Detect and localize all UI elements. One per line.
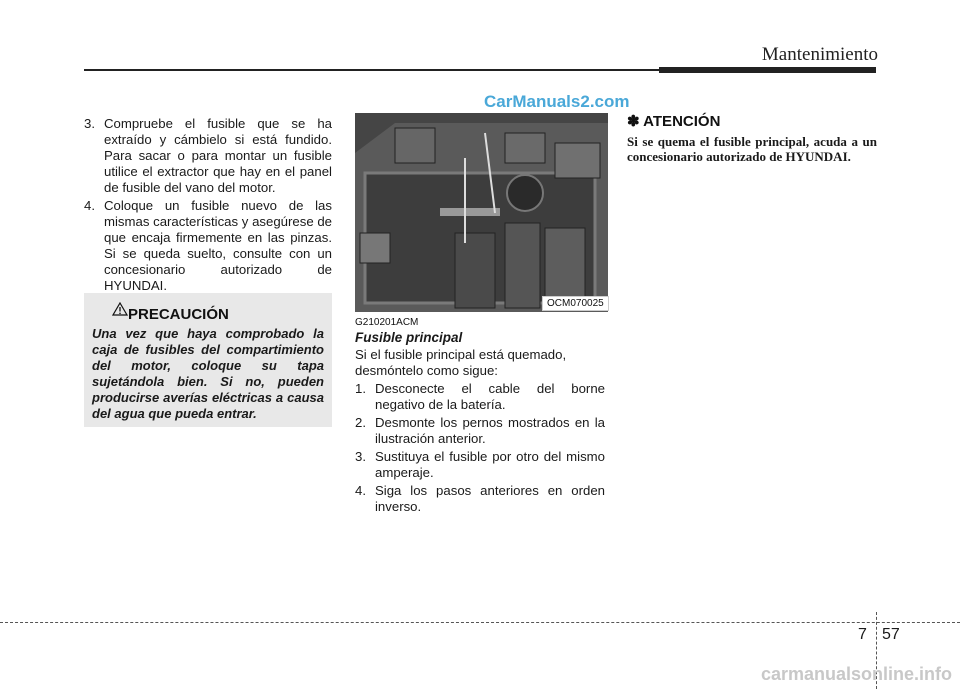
warning-title: PRECAUCIÓN bbox=[128, 306, 229, 323]
intro-paragraph: Si el fusible principal está quemado, desmóntelo como sigue: bbox=[355, 347, 567, 378]
list-item bbox=[355, 415, 605, 447]
list-item bbox=[84, 116, 332, 196]
list-item bbox=[355, 449, 605, 481]
step-text: Desmonte los pernos mostrados en la ilustración anterior. bbox=[375, 415, 605, 446]
warning-text: Una vez que haya comprobado la caja de fusibles del compartimiento del motor, coloque su tapa sujetándola bien. Si no, pueden producirse averías eléctricas a causa del agua que pueda entrar. bbox=[92, 326, 324, 421]
step-text: Compruebe el fusible que se ha extraído y cámbielo si está fundido. Para sacar o para montar un fusible utilice el extractor que hay en el panel de fusible del vano del motor. bbox=[104, 116, 332, 195]
step-number: 4. bbox=[355, 483, 366, 498]
step-number: 2. bbox=[355, 415, 366, 430]
section-code: G210201ACM bbox=[355, 317, 419, 328]
section-subheading: Fusible principal bbox=[355, 330, 463, 345]
header-rule bbox=[84, 69, 659, 71]
step-text: Coloque un fusible nuevo de las mismas características y asegúrese de que encaja firmemente en las pinzas. Si se queda suelto, consulte con un concesionario autorizado de HYUNDAI. bbox=[104, 198, 332, 293]
list-item bbox=[84, 198, 332, 294]
step-number: 3. bbox=[84, 116, 95, 131]
watermark-top: CarManuals2.com bbox=[484, 92, 630, 111]
running-header-title: Mantenimiento bbox=[761, 44, 878, 65]
step-text: Desconecte el cable del borne negativo de la batería. bbox=[375, 381, 605, 412]
chapter-number: 7 bbox=[858, 626, 867, 643]
step-text: Sustituya el fusible por otro del mismo amperaje. bbox=[375, 449, 605, 480]
step-text: Siga los pasos anteriores en orden inverso. bbox=[375, 483, 605, 514]
attention-text: Si se quema el fusible principal, acuda a un concesionario autorizado de HYUNDAI. bbox=[627, 134, 877, 164]
fuse-box-photo bbox=[355, 113, 608, 312]
list-item bbox=[355, 381, 605, 413]
footer-rule bbox=[0, 622, 960, 623]
photo-caption: OCM070025 bbox=[542, 296, 609, 311]
header-rule-thick bbox=[659, 67, 876, 73]
step-number: 4. bbox=[84, 198, 95, 213]
step-number: 3. bbox=[355, 449, 366, 464]
left-steps bbox=[84, 116, 332, 296]
attention-title: ✽ ATENCIÓN bbox=[627, 113, 721, 130]
step-number: 1. bbox=[355, 381, 366, 396]
warning-triangle-icon bbox=[112, 302, 128, 316]
list-item bbox=[355, 483, 605, 515]
watermark-bottom: carmanualsonline.info bbox=[760, 664, 952, 684]
middle-text bbox=[355, 347, 605, 517]
page-number: 57 bbox=[882, 626, 900, 643]
